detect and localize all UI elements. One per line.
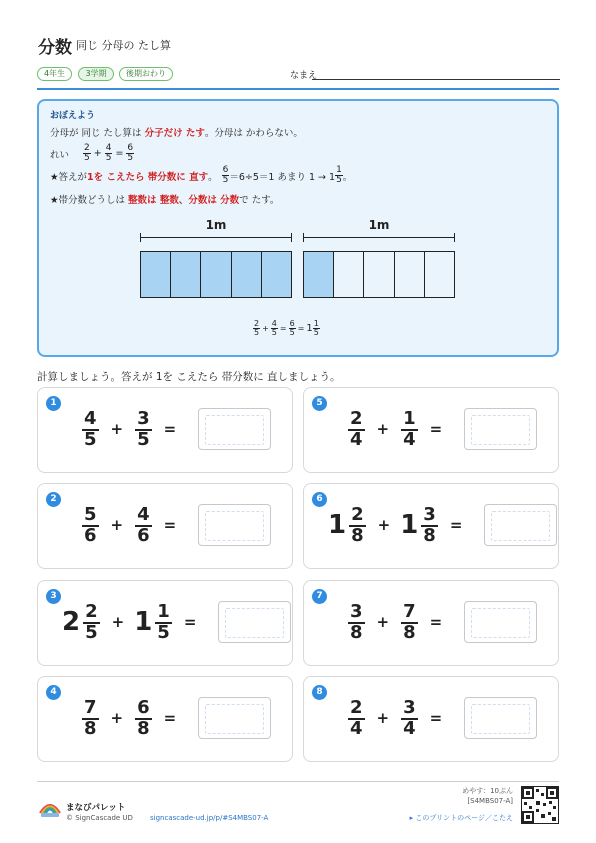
plus-sign: + xyxy=(377,516,391,534)
fraction: $\frac{5}{6}$ xyxy=(84,504,97,546)
problem-card xyxy=(303,676,559,762)
plus-sign: + xyxy=(110,420,124,438)
fraction: $\frac{3}{8}$ xyxy=(423,504,436,546)
tape-cell xyxy=(425,252,454,297)
copyright: © SignCascade UD xyxy=(66,814,133,822)
problem-expression xyxy=(80,408,271,450)
fraction: $\frac{2}{4}$ xyxy=(350,408,363,450)
answer-box[interactable] xyxy=(198,408,271,450)
problem-number-badge: 1 xyxy=(46,396,61,411)
tape-cell xyxy=(262,252,291,297)
problem-expression xyxy=(62,601,291,643)
answer-box[interactable] xyxy=(218,601,291,643)
meter-label-2: 1m xyxy=(368,218,390,232)
memo-mixed-number-line: ★答えが 1を こえたら 帯分数に 直す 。 $\frac{6}{5}$ ＝6÷5＝1 あまり 1 → 1 $\frac{1}{5}$ 。 xyxy=(50,165,353,185)
memo-mixed-add-line: ★帯分数どうしは 整数は 整数、分数は 分数で たす。 xyxy=(50,195,280,206)
plus-sign: + xyxy=(110,709,124,727)
page-subtitle: 同じ 分母の たし算 xyxy=(76,39,171,52)
answer-box[interactable] xyxy=(464,697,537,739)
answer-box[interactable] xyxy=(484,504,557,546)
problem-card xyxy=(303,580,559,666)
answer-box[interactable] xyxy=(464,601,537,643)
problem-number-badge: 5 xyxy=(312,396,327,411)
footer-divider xyxy=(37,781,559,782)
fraction: $\frac{3}{4}$ xyxy=(403,697,416,739)
problem-number-badge: 2 xyxy=(46,492,61,507)
fraction: $\frac{3}{5}$ xyxy=(137,408,150,450)
fraction: $\frac{4}{6}$ xyxy=(137,504,150,546)
problem-card xyxy=(37,387,293,473)
equals-sign: = xyxy=(429,613,443,631)
problem-expression xyxy=(346,601,537,643)
answers-page-link[interactable]: ▸ このプリントのページ／こたえ xyxy=(409,814,513,822)
problem-card xyxy=(303,387,559,473)
equals-sign: = xyxy=(429,709,443,727)
tag-term: 3学期 xyxy=(78,67,114,81)
meter-bracket-2 xyxy=(303,237,455,238)
problem-card xyxy=(37,580,293,666)
tag-period: 後期おわり xyxy=(119,67,173,81)
plus-sign: + xyxy=(110,516,124,534)
problem-number-badge: 7 xyxy=(312,589,327,604)
page-title: 分数 xyxy=(38,38,72,58)
problem-number-badge: 8 xyxy=(312,685,327,700)
tape-cell xyxy=(232,252,262,297)
fraction: $\frac{2}{5}$ xyxy=(85,601,98,643)
page-url-link[interactable]: signcascade-ud.jp/p/#S4MBS07-A xyxy=(150,814,269,822)
plus-sign: + xyxy=(376,420,390,438)
whole-number: 1 xyxy=(328,510,347,540)
problem-number-badge: 6 xyxy=(312,492,327,507)
fraction: $\frac{1}{5}$ xyxy=(157,601,170,643)
example-fraction-c: $\frac{6}{5}$ xyxy=(127,143,134,163)
whole-number: 1 xyxy=(134,607,153,637)
name-field[interactable] xyxy=(312,79,560,80)
fraction: $\frac{7}{8}$ xyxy=(403,601,416,643)
name-label: なまえ xyxy=(290,71,318,81)
equals-sign: = xyxy=(163,420,177,438)
problem-expression xyxy=(80,504,271,546)
problem-number-badge: 3 xyxy=(46,589,61,604)
example-fraction-a: $\frac{2}{5}$ xyxy=(84,143,90,163)
tape-cell xyxy=(364,252,394,297)
tape-cell xyxy=(141,252,171,297)
problem-card xyxy=(303,483,559,569)
tape-cell xyxy=(395,252,425,297)
memo-rule-line: 分母が 同じ たし算は 分子だけ たす。分母は かわらない。 xyxy=(50,128,303,139)
whole-number: 2 xyxy=(62,607,81,637)
equals-sign: = xyxy=(429,420,443,438)
tape-diagram-1 xyxy=(140,251,292,298)
time-estimate: めやす：10ぷん xyxy=(462,787,513,795)
plus-sign: + xyxy=(376,709,390,727)
whole-number: 1 xyxy=(400,510,419,540)
problem-expression xyxy=(346,697,537,739)
problem-card xyxy=(37,483,293,569)
fraction: $\frac{7}{8}$ xyxy=(84,697,97,739)
brand-name: まなびパレット xyxy=(66,803,126,813)
answer-box[interactable] xyxy=(198,504,271,546)
tag-grade: 4年生 xyxy=(37,67,72,81)
fraction: $\frac{1}{4}$ xyxy=(403,408,416,450)
equals-sign: = xyxy=(449,516,463,534)
problem-expression xyxy=(328,504,557,546)
fraction: $\frac{3}{8}$ xyxy=(350,601,363,643)
qr-code-icon[interactable] xyxy=(521,786,559,824)
memo-diagram-equation: $\frac{2}{5}$ + $\frac{4}{5}$ = $\frac{6}{5}$ = 1 $\frac{1}{5}$ xyxy=(254,319,319,337)
problem-expression xyxy=(346,408,537,450)
memo-heading: おぼえよう xyxy=(50,111,96,121)
example-fraction-b: $\frac{4}{5}$ xyxy=(105,143,112,163)
meter-bracket-1 xyxy=(140,237,292,238)
problem-number-badge: 4 xyxy=(46,685,61,700)
instruction-text: 計算しましょう。答えが 1を こえたら 帯分数に 直しましょう。 xyxy=(37,371,341,383)
equals-sign: = xyxy=(163,709,177,727)
tape-diagram-2 xyxy=(303,251,455,298)
plus-sign: + xyxy=(376,613,390,631)
meter-label-1: 1m xyxy=(205,218,227,232)
palette-logo-icon xyxy=(38,797,62,819)
problem-card xyxy=(37,676,293,762)
header-divider xyxy=(37,88,559,90)
fraction: $\frac{4}{5}$ xyxy=(84,408,97,450)
memo-example-line: れい $\frac{2}{5}$ + $\frac{4}{5}$ = $\frac{6}{5}$ xyxy=(50,143,134,163)
equals-sign: = xyxy=(183,613,197,631)
fraction: $\frac{2}{4}$ xyxy=(350,697,363,739)
tape-cell xyxy=(171,252,201,297)
fraction: $\frac{6}{8}$ xyxy=(137,697,150,739)
tape-cell xyxy=(334,252,364,297)
problem-expression xyxy=(80,697,271,739)
equals-sign: = xyxy=(163,516,177,534)
tape-cell xyxy=(304,252,334,297)
plus-sign: + xyxy=(111,613,125,631)
answer-box[interactable] xyxy=(464,408,537,450)
worksheet-code: [S4MBS07-A] xyxy=(467,797,513,805)
answer-box[interactable] xyxy=(198,697,271,739)
fraction: $\frac{2}{8}$ xyxy=(351,504,364,546)
tape-cell xyxy=(201,252,231,297)
